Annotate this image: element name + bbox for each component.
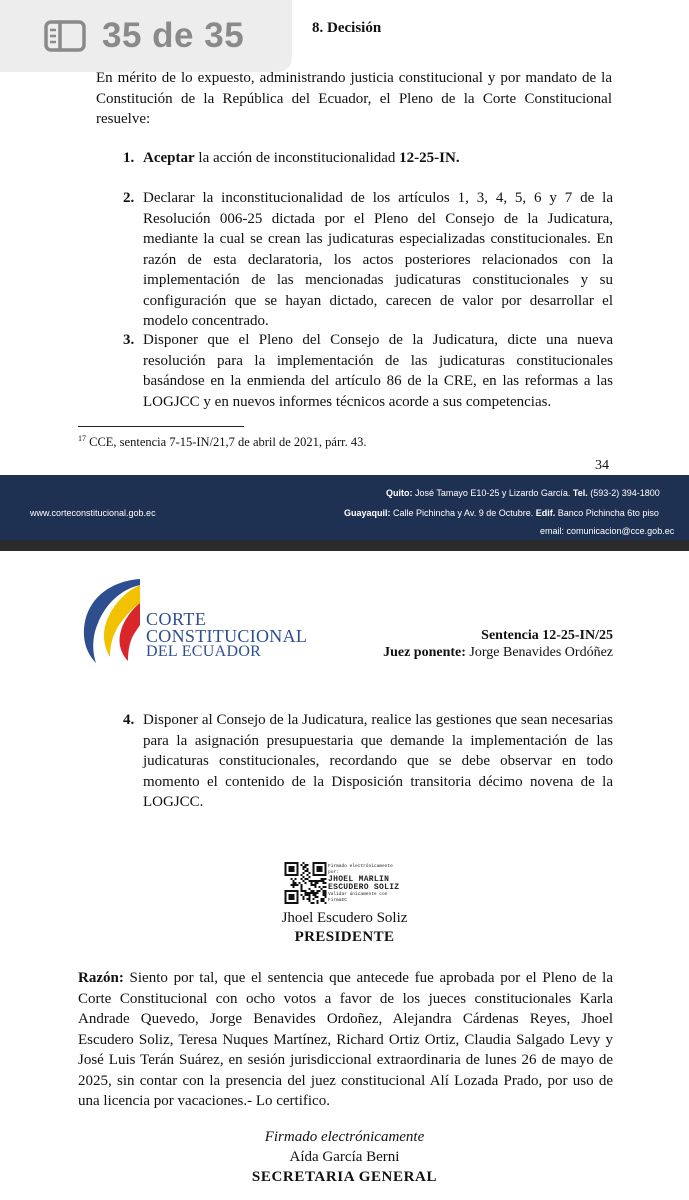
- item-number: 1.: [123, 150, 135, 166]
- secretary-name: Aída García Berni: [289, 1149, 400, 1165]
- logo-line: CONSTITUCIONAL: [146, 626, 308, 646]
- court-emblem-icon: [80, 577, 144, 665]
- secretary-title: SECRETARIA GENERAL: [251, 1169, 438, 1185]
- footer-guayaquil-address: Guayaquil: Calle Pichincha y Av. 9 de Octubre. Edif. Banco Pichincha 6to piso: [344, 508, 659, 518]
- item-text: Disponer que el Pleno del Consejo de la Judicatura, dicte una nueva resolución para la implementación de las judicaturas constitucionales basándose en la enmienda del artículo 86 de la CRE, en las reformas a las LOGJCC y en nuevos informes técnicos acorde a sus competencias.: [143, 332, 613, 410]
- item-number: 3.: [123, 332, 135, 348]
- item-number: 2.: [123, 190, 135, 206]
- decision-item-3: [123, 330, 613, 412]
- decision-item-1: [123, 148, 613, 169]
- item-text: Aceptar la acción de inconstitucionalidad 12-25-IN.: [143, 150, 460, 166]
- stamp-validation: Validar únicamente con FirmaEC: [328, 892, 388, 903]
- footnote-divider: [78, 426, 244, 427]
- page-separator: [0, 540, 689, 551]
- razon-paragraph: Razón: Siento por tal, que el sentencia que antecede fue aprobada por el Pleno de la Corte Constitucional con ocho votos a favor de los jueces constitucionales Karla Andrade Quevedo, Jorge Benavides Ordoñez, Alejandra Cárdenas Reyes, Jhoel Escudero Soliz, Teresa Nuques Martínez, Richard Ortiz Ortiz, Claudia Salgado Levy y José Luis Terán Suárez, en sesión jurisdiccional extraordinaria de lunes 26 de mayo de 2025, sin contar con la presencia del juez constitucional Alí Lozada Prado, por uso de una licencia por vacaciones.- Lo certifico.: [78, 970, 613, 1109]
- item-text: Declarar la inconstitucionalidad de los artículos 1, 3, 4, 5, 6 y 7 de la Resolución 006-25 dictada por el Pleno del Consejo de la Judicatura, mediante la cual se crean las judicaturas especializadas constitucionales. En razón de esta declaratoria, los actos posteriores relacionados con la implementación de las mencionadas judicaturas constitucionales y su configuración que se hayan dictado, carecen de valor por desarrollar el modelo concentrado.: [143, 190, 613, 329]
- item-text: Disponer al Consejo de la Judicatura, realice las gestiones que sean necesarias para la asignación presupuestaria que demande la implementación de las judicaturas constitucionales, recordando que se debe observar en todo momento el contenido de la Disposición transitoria décimo novena de la LOGJCC.: [143, 712, 613, 810]
- electronic-signature-stamp: [284, 862, 404, 906]
- section-title: 8. Decisión: [312, 20, 382, 36]
- page-count: 35 de 35: [102, 16, 245, 55]
- president-name: Jhoel Escudero Soliz: [281, 910, 408, 926]
- signed-electronically-note: Firmado electrónicamente: [264, 1129, 425, 1145]
- footer-email[interactable]: email: comunicacion@cce.gob.ec: [540, 526, 675, 536]
- president-title: PRESIDENTE: [294, 929, 395, 945]
- sentencia-number: Sentencia 12-25-IN/25: [481, 628, 613, 643]
- stamp-caption: Firmado electrónicamente por:: [328, 864, 393, 875]
- decision-item-4: [123, 710, 613, 813]
- stamp-name: ESCUDERO SOLIZ: [328, 883, 400, 892]
- intro-paragraph: En mérito de lo expuesto, administrando justicia constitucional y por mandato de la Constitución de la República del Ecuador, el Pleno de la Corte Constitucional resuelve:: [96, 70, 612, 127]
- book-icon: [44, 20, 86, 52]
- logo-line: DEL ECUADOR: [146, 643, 262, 660]
- footnote: $^{17}$ CCE, sentencia 7-15-IN/21,7 de abril de 2021, párr. 43.: [78, 434, 367, 450]
- page-indicator-badge[interactable]: [0, 0, 292, 72]
- page-number: 34: [595, 458, 609, 473]
- decision-item-2: [123, 188, 613, 332]
- logo-line: CORTE: [146, 609, 207, 629]
- footer-website-link[interactable]: www.corteconstitucional.gob.ec: [30, 508, 156, 518]
- item-number: 4.: [123, 712, 135, 728]
- court-logo: [80, 577, 308, 667]
- stamp-name: JHOEL MARLIN: [328, 875, 390, 884]
- case-reference: Sentencia 12-25-IN/25 Juez ponente: Jorge Benavides Ordóñez: [383, 628, 613, 660]
- qr-code-icon: [284, 862, 327, 904]
- footer-quito-address: Quito: José Tamayo E10-25 y Lizardo García. Tel. (593-2) 394-1800: [386, 488, 660, 498]
- judge-name: Jorge Benavides Ordóñez: [465, 645, 613, 660]
